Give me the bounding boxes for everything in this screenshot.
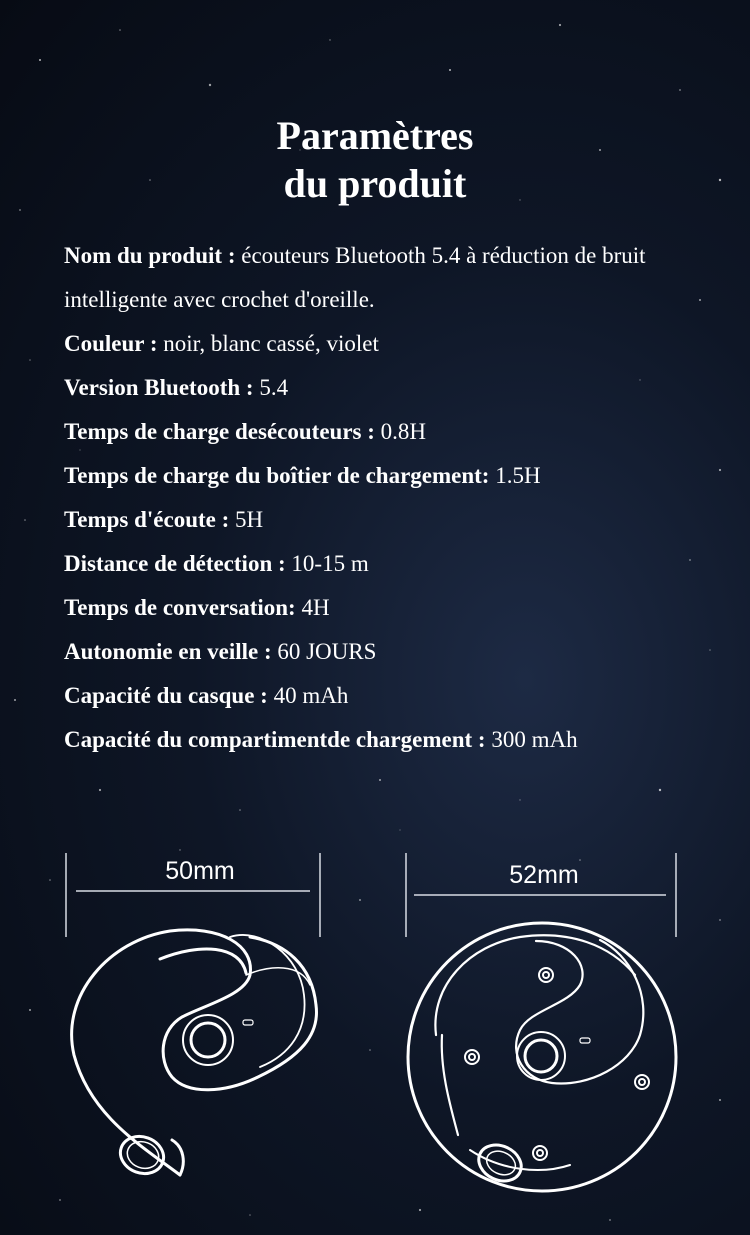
spec-label: Capacité du casque : (64, 683, 268, 708)
magnet-dots (465, 968, 649, 1160)
spec-row-detection-distance (64, 542, 724, 586)
spec-label: Nom du produit : (64, 243, 236, 268)
spec-value: 60 JOURS (271, 639, 377, 664)
spec-label: Version Bluetooth : (64, 375, 254, 400)
spec-label: Temps de conversation: (64, 595, 296, 620)
spec-row-earbud-charge-time (64, 410, 724, 454)
spec-label: Temps d'écoute : (64, 507, 230, 532)
spec-value: écouteurs Bluetooth 5.4 à réduction de bruit intelligente avec crochet d'oreille. (64, 243, 646, 312)
spec-label: Capacité du compartimentde chargement : (64, 727, 486, 752)
spec-label: Couleur : (64, 331, 158, 356)
spec-row-product-name (64, 234, 724, 322)
spec-label: Autonomie en veille : (64, 639, 272, 664)
spec-value: 40 mAh (267, 683, 349, 708)
dimensions-section (0, 845, 750, 1235)
spec-label: Temps de charge desécouteurs : (64, 419, 375, 444)
spec-row-bluetooth-version (64, 366, 724, 410)
spec-value: noir, blanc cassé, violet (157, 331, 379, 356)
spec-value: 5.4 (253, 375, 289, 400)
spec-label: Temps de charge du boîtier de chargement: (64, 463, 490, 488)
spec-value: 1.5H (489, 463, 541, 488)
earbud-width-label: 50mm (165, 857, 235, 885)
spec-value: 5H (229, 507, 264, 532)
spec-row-talk-time (64, 586, 724, 630)
spec-list (64, 234, 724, 762)
page-title-line1: Paramètres (276, 113, 474, 158)
spec-row-standby-time (64, 630, 724, 674)
spec-value: 0.8H (374, 419, 427, 444)
spec-row-case-charge-time (64, 454, 724, 498)
earbud-dimension-lines (66, 853, 320, 937)
earbud-outline-drawing (72, 930, 317, 1180)
spec-row-case-capacity (64, 718, 724, 762)
page-title-line2: du produit (283, 161, 467, 206)
spec-label: Distance de détection : (64, 551, 286, 576)
spec-row-color (64, 322, 724, 366)
spec-value: 300 mAh (485, 727, 578, 752)
charging-case-outline-drawing (408, 923, 676, 1191)
spec-row-listening-time (64, 498, 724, 542)
spec-row-headset-capacity (64, 674, 724, 718)
page-title (0, 112, 750, 208)
case-width-label: 52mm (509, 861, 579, 889)
spec-value: 4H (295, 595, 330, 620)
spec-value: 10-15 m (285, 551, 369, 576)
